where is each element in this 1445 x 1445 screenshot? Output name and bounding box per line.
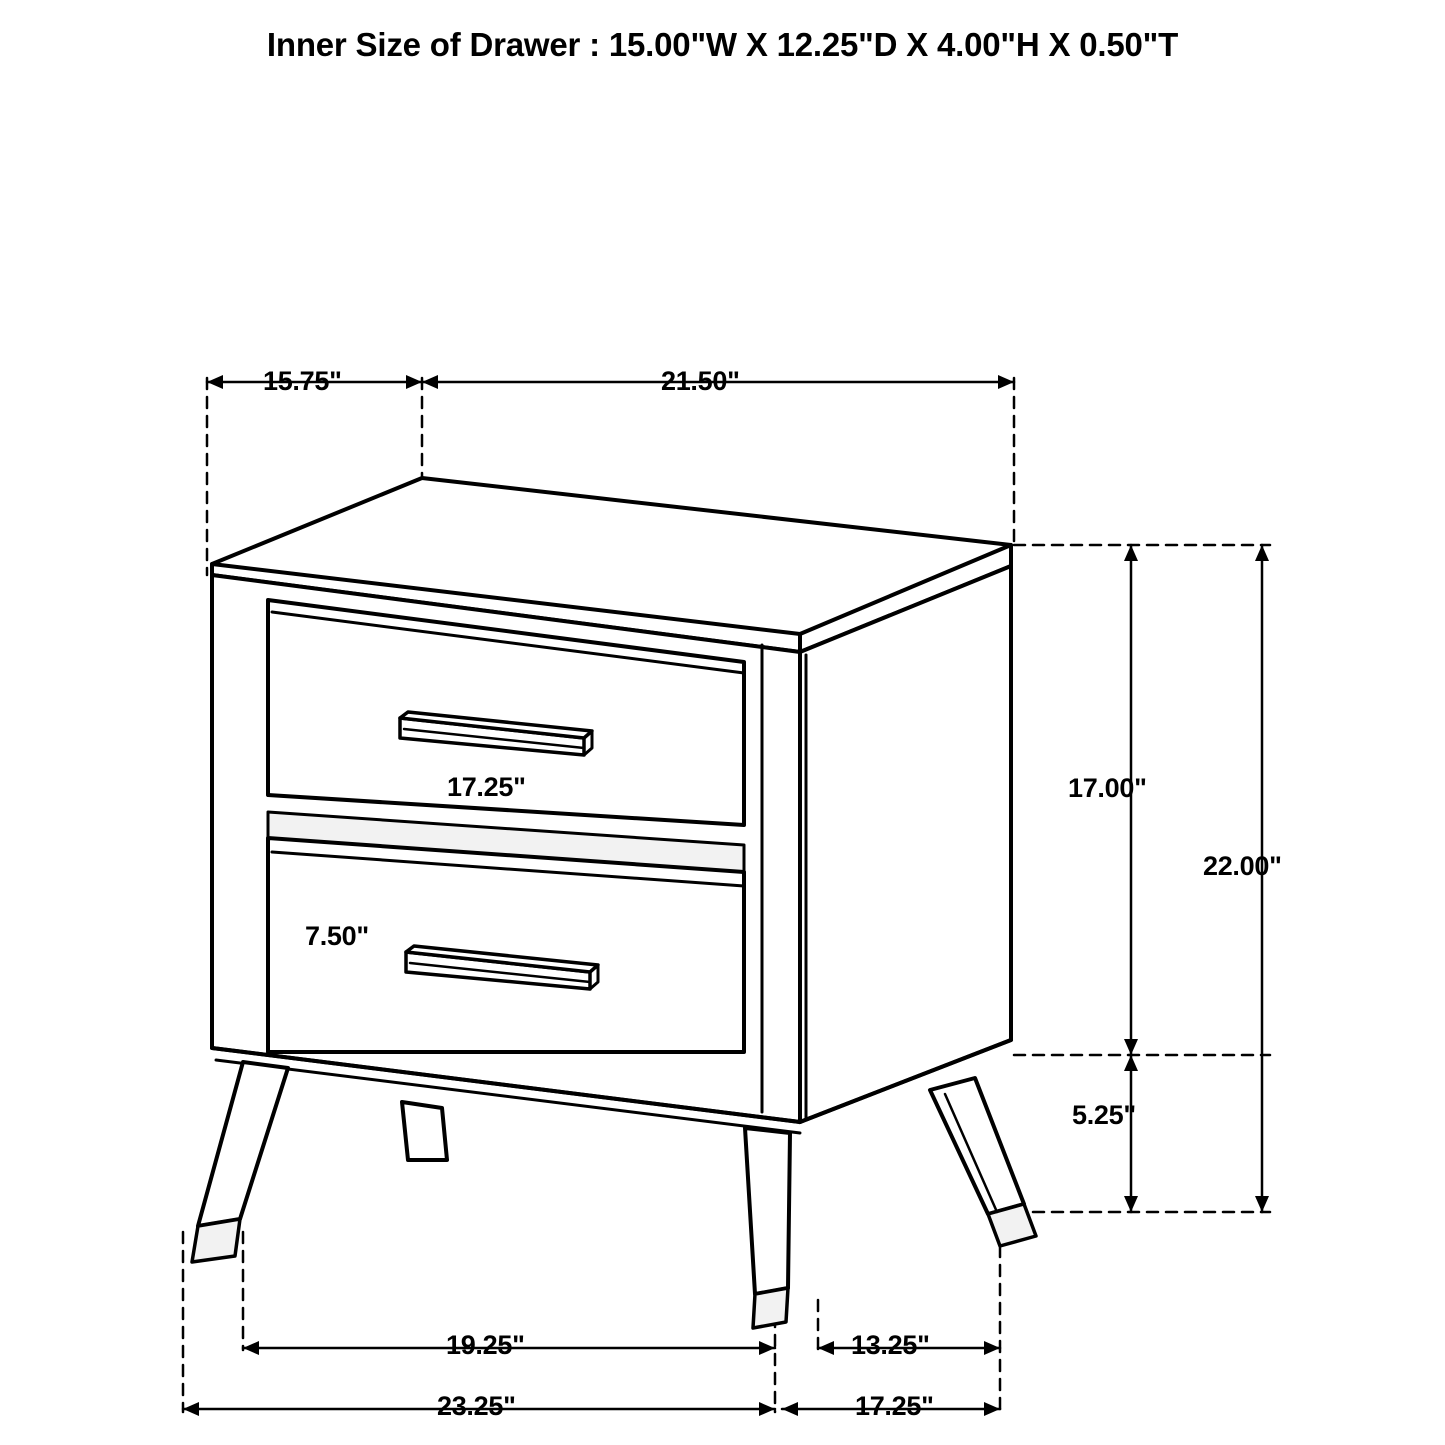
dim-label-top-width: 21.50"	[661, 366, 740, 396]
dim-label-base-depth: 17.25"	[855, 1391, 934, 1421]
dim-label-leg-span-side: 13.25"	[851, 1330, 930, 1360]
dim-label-leg-span-front: 19.25"	[446, 1330, 525, 1360]
dim-label-drawer-bottom-height: 7.50"	[305, 921, 369, 951]
dim-label-drawer-top-width: 17.25"	[447, 772, 526, 802]
dim-label-leg-height: 5.25"	[1072, 1100, 1136, 1130]
page-title: Inner Size of Drawer : 15.00"W X 12.25"D X 4.00"H X 0.50"T	[266, 26, 1179, 63]
dim-label-overall-height: 22.00"	[1203, 851, 1282, 881]
dim-label-cabinet-height: 17.00"	[1068, 773, 1147, 803]
dim-label-base-width: 23.25"	[437, 1391, 516, 1421]
dim-label-top-depth: 15.75"	[263, 366, 342, 396]
